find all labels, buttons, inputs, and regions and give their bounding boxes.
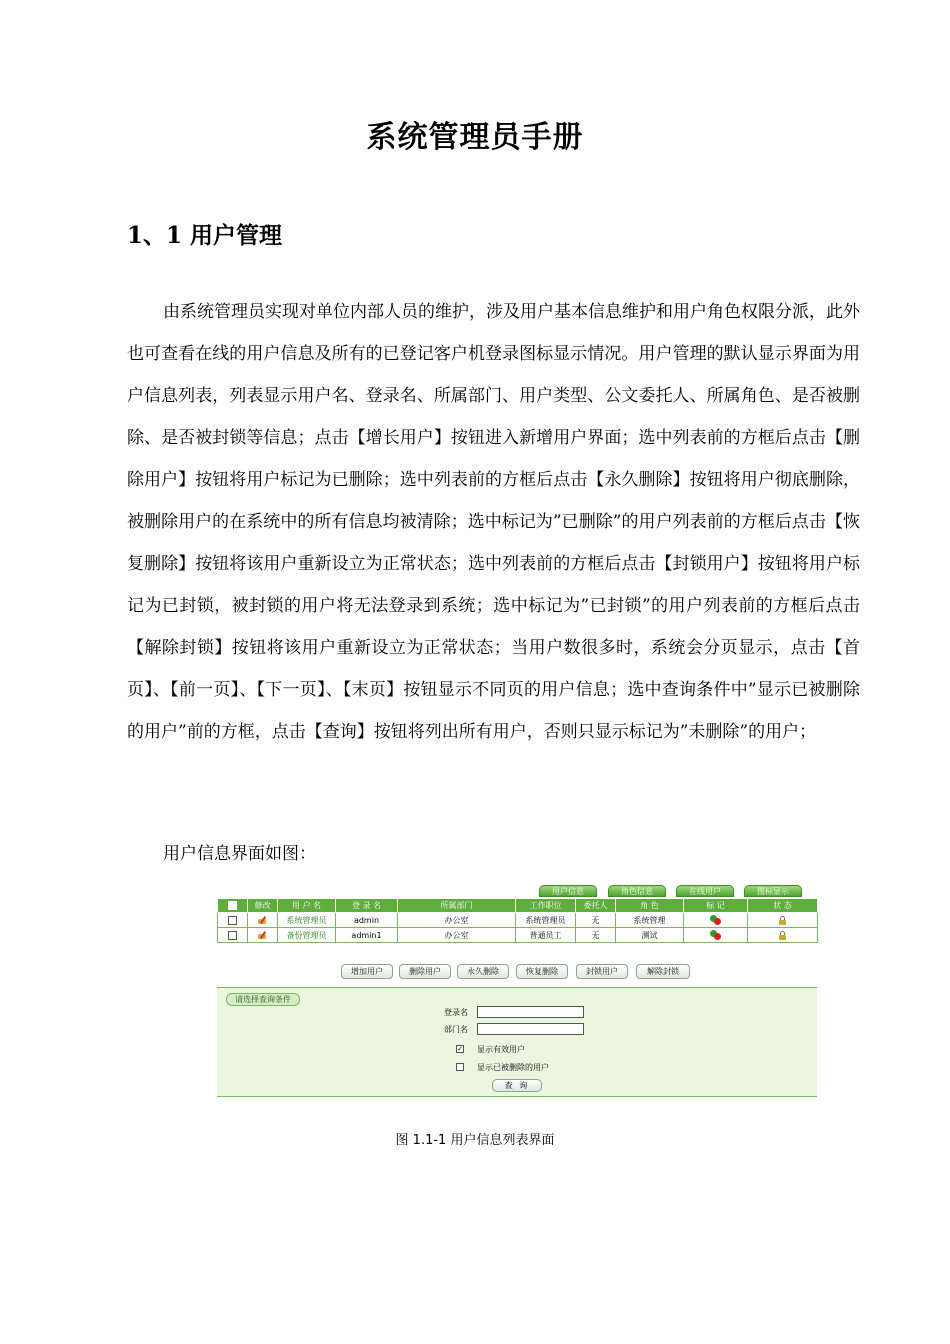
dept-cell: 办公室	[398, 928, 516, 943]
dept-cell: 办公室	[398, 913, 516, 928]
add-user-button[interactable]: 增加用户	[341, 964, 393, 979]
user-name-link[interactable]: 系统管理员	[278, 913, 336, 928]
restore-delete-button[interactable]: 恢复删除	[516, 964, 568, 979]
document-title: 系统管理员手册	[366, 120, 584, 155]
position-cell: 普通员工	[516, 928, 576, 943]
deleted-users-label: 显示已被删除的用户	[477, 1063, 549, 1072]
permanent-delete-button[interactable]: 永久删除	[457, 964, 509, 979]
tab-bar	[217, 884, 817, 898]
role-cell: 测试	[616, 928, 684, 943]
row-checkbox[interactable]	[228, 931, 237, 940]
query-panel	[217, 987, 817, 1097]
table-row	[218, 928, 818, 943]
delegate-cell: 无	[576, 928, 616, 943]
delete-user-button[interactable]: 删除用户	[399, 964, 451, 979]
lock-icon	[779, 916, 786, 925]
unlock-user-button[interactable]: 解除封锁	[636, 964, 690, 979]
login-cell: admin	[336, 913, 398, 928]
column-header: 状 态	[748, 899, 818, 913]
table-header-row	[218, 899, 818, 913]
tab-user-info[interactable]: 用户信息	[539, 885, 597, 897]
delegate-cell: 无	[576, 913, 616, 928]
login-cell: admin1	[336, 928, 398, 943]
table-row	[218, 913, 818, 928]
select-all-header[interactable]	[218, 899, 248, 913]
column-header: 用 户 名	[278, 899, 336, 913]
lock-icon	[779, 931, 786, 940]
column-header: 所属部门	[398, 899, 516, 913]
row-checkbox[interactable]	[228, 916, 237, 925]
login-input[interactable]	[477, 1006, 584, 1018]
tab-online-users[interactable]: 在线用户	[676, 885, 734, 897]
edit-icon[interactable]	[258, 931, 268, 940]
column-header: 修改	[248, 899, 278, 913]
column-header: 角 色	[616, 899, 684, 913]
valid-users-label: 显示有效用户	[477, 1045, 525, 1054]
figure-caption: 图 1.1-1 用户信息列表界面	[395, 1133, 555, 1148]
query-legend: 请选择查询条件	[226, 993, 300, 1006]
dept-input[interactable]	[477, 1023, 584, 1035]
action-button-row	[217, 964, 817, 980]
tab-icon-display[interactable]: 图标显示	[744, 885, 802, 897]
user-table	[217, 898, 818, 943]
figure-intro: 用户信息界面如图：	[163, 844, 316, 864]
column-header: 委托人	[576, 899, 616, 913]
deleted-users-checkbox[interactable]	[456, 1063, 464, 1071]
edit-icon[interactable]	[258, 916, 268, 925]
section-heading: 1、1 用户管理	[127, 222, 283, 249]
select-all-checkbox[interactable]	[228, 901, 237, 910]
tab-role-info[interactable]: 角色信息	[608, 885, 666, 897]
query-button[interactable]: 查 询	[492, 1079, 542, 1092]
status-flag-icon	[710, 915, 722, 925]
lock-user-button[interactable]: 封锁用户	[576, 964, 628, 979]
column-header: 登 录 名	[336, 899, 398, 913]
login-label: 登录名	[444, 1008, 468, 1017]
role-cell: 系统管理	[616, 913, 684, 928]
position-cell: 系统管理员	[516, 913, 576, 928]
body-paragraph: 由系统管理员实现对单位内部人员的维护，涉及用户基本信息维护和用户角色权限分派，此外也可查看在线的用户信息及所有的已登记客户机登录图标显示情况。用户管理的默认显示界面为用户信息列表，列表显示用户名、登录名、所属部门、用户类型、公文委托人、所属角色、是否被删除、是否被封锁等信息；点击【增长用户】按钮进入新增用户界面；选中列表前的方框后点击【删除用户】按钮将用户标记为已删除；选中列表前的方框后点击【永久删除】按钮将用户彻底删除，被删除用户的在系统中的所有信息均被清除；选中标记为”已删除”的用户列表前的方框后点击【恢复删除】按钮将该用户重新设立为正常状态；选中列表前的方框后点击【封锁用户】按钮将用户标记为已封锁，被封锁的用户将无法登录到系统；选中标记为”已封锁”的用户列表前的方框后点击【解除封锁】按钮将该用户重新设立为正常状态；当用户数很多时，系统会分页显示，点击【首页】、【前一页】、【下一页】、【末页】按钮显示不同页的用户信息；选中查询条件中”显示已被删除的用户”前的方框，点击【查询】按钮将列出所有用户，否则只显示标记为”未删除”的用户；	[127, 302, 860, 742]
column-header: 标 记	[684, 899, 748, 913]
status-flag-icon	[710, 930, 722, 940]
user-management-screenshot	[217, 884, 817, 1098]
user-name-link[interactable]: 备份管理员	[278, 928, 336, 943]
column-header: 工作职位	[516, 899, 576, 913]
valid-users-checkbox[interactable]: ✓	[457, 1045, 463, 1053]
dept-label: 部门名	[444, 1025, 468, 1034]
